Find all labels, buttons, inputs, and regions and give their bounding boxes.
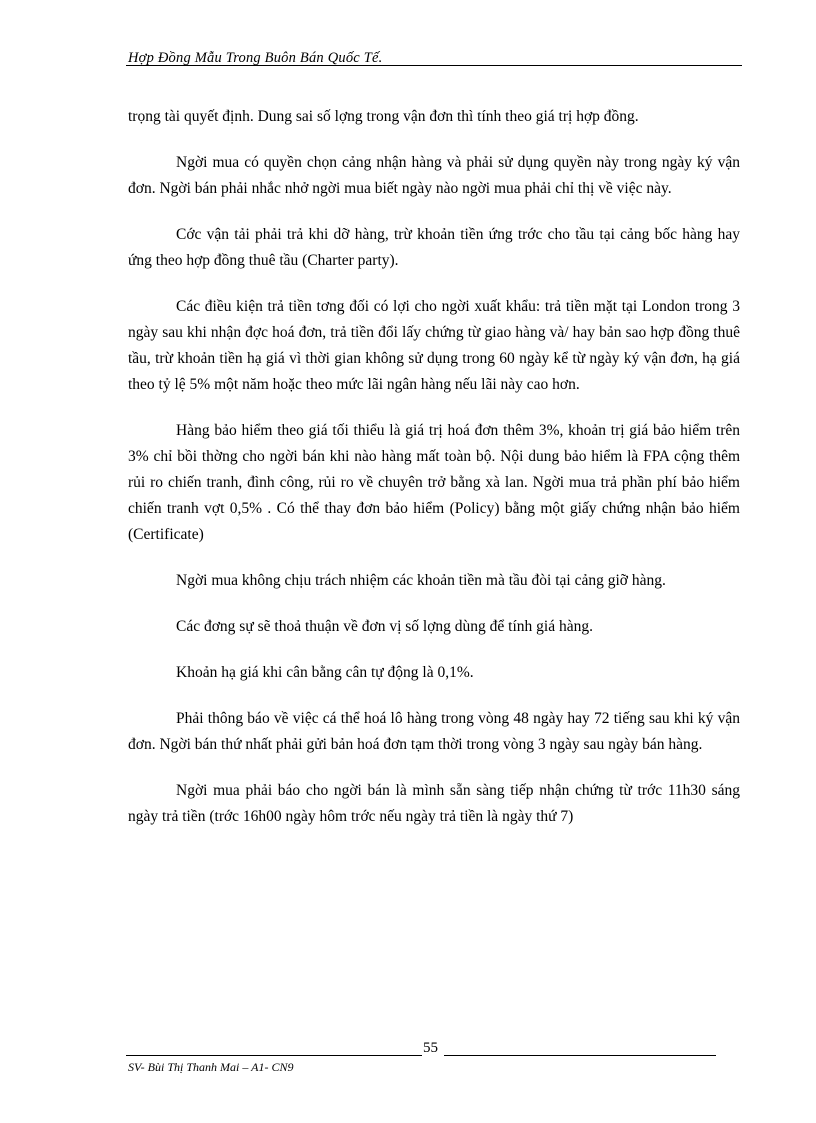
paragraph-insurance: Hàng bảo hiểm theo giá tối thiểu là giá trị hoá đơn thêm 3%, khoản trị giá bảo hiểm trên 3% chỉ bồi thờng cho ngời bán khi nào hàng mất toàn bộ. Nội dung bảo hiểm là FPA cộng thêm rủi ro chiến tranh, đình công, rủi ro về chuyên trở bằng xà lan. Ngời mua trả phần phí bảo hiểm chiến tranh vợt 0,5% . Có thể thay đơn bảo hiểm (Policy) bằng một giấy chứng nhận bảo hiểm (Certificate) <box>128 422 740 543</box>
paragraph-freight: Cớc vận tải phải trả khi dỡ hàng, trừ khoản tiền ứng trớc cho tầu tại cảng bốc hàng hay ứng theo hợp đồng thuê tầu (Charter party). <box>128 226 740 269</box>
header-rule <box>126 65 742 66</box>
paragraph-payment-terms: Các điều kiện trả tiền tơng đối có lợi cho ngời xuất khẩu: trả tiền mặt tại London trong 3 ngày sau khi nhận đợc hoá đơn, trả tiền đổi lấy chứng từ giao hàng và/ hay bản sao hợp đồng thuê tầu, trừ khoản tiền hạ giá vì thời gian không sử dụng trong 60 ngày kể từ ngày ký vận đơn, hạ giá theo tỷ lệ 5% một năm hoặc theo mức lãi ngân hàng nếu lãi này cao hơn. <box>128 298 740 393</box>
paragraph-documents-readiness: Ngời mua phải báo cho ngời bán là mình sẵn sàng tiếp nhận chứng từ trớc 11h30 sáng ngày trả tiền (trớc 16h00 ngày hôm trớc nếu ngày trả tiền là ngày thứ 7) <box>128 782 740 825</box>
paragraph-buyer-liability: Ngời mua không chịu trách nhiệm các khoản tiền mà tầu đòi tại cảng giỡ hàng. <box>176 572 666 589</box>
document-body <box>128 104 740 850</box>
paragraph-contract-tolerance: trọng tài quyết định. Dung sai số lợng trong vận đơn thì tính theo giá trị hợp đồng. <box>128 108 639 125</box>
page-number: 55 <box>423 1040 438 1056</box>
footer-rule-left <box>126 1055 422 1056</box>
running-header-title: Hợp Đồng Mẫu Trong Buôn Bán Quốc Tế. <box>128 50 383 66</box>
footer-author: SV- Bùi Thị Thanh Mai – A1- CN9 <box>128 1060 294 1074</box>
paragraph-quantity-unit: Các đơng sự sẽ thoả thuận về đơn vị số lợng dùng để tính giá hàng. <box>176 618 593 635</box>
paragraph-notification: Phải thông báo về việc cá thể hoá lô hàng trong vòng 48 ngày hay 72 tiếng sau khi ký vận đơn. Ngời bán thứ nhất phải gửi bản hoá đơn tạm thời trong vòng 3 ngày sau ngày bán hàng. <box>128 710 740 753</box>
paragraph-port-choice: Ngời mua có quyền chọn cảng nhận hàng và phải sử dụng quyền này trong ngày ký vận đơn. Ngời bán phải nhắc nhở ngời mua biết ngày nào ngời mua phải chỉ thị về việc này. <box>128 154 740 197</box>
footer-rule-right <box>444 1055 716 1056</box>
paragraph-weighing-discount: Khoản hạ giá khi cân bằng cân tự động là 0,1%. <box>176 664 474 681</box>
